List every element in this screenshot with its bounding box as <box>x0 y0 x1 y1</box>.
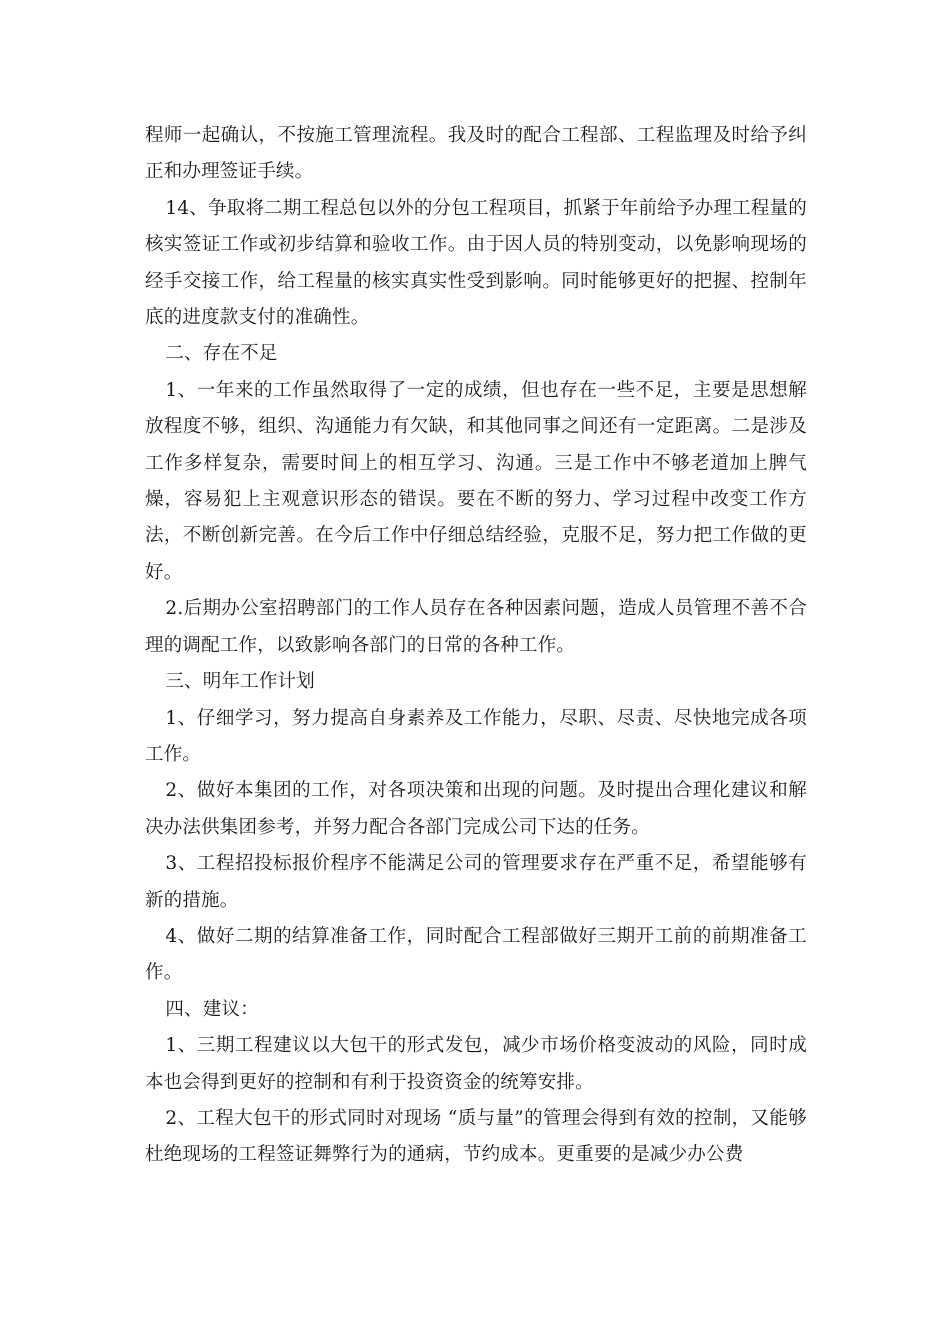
paragraph-shortcoming-2: 2.后期办公室招聘部门的工作人员存在各种因素问题，造成人员管理不善不合理的调配工作，以致影响各部门的日常的各种工作。 <box>145 598 807 656</box>
section-heading-shortcomings: 二、存在不足 <box>165 343 278 365</box>
paragraph-shortcoming-1: 1、一年来的工作虽然取得了一定的成绩，但也存在一些不足，主要是思想解放程度不够，组织、沟通能力有欠缺，和其他同事之间还有一定距离。二是涉及工作多样复杂，需要时间上的相互学习、沟通。三是工作中不够老道加上脾气燥，容易犯上主观意识形态的错误。要在不断的努力、学习过程中改变工作方法，不断创新完善。在今后工作中仔细总结经验，克服不足，努力把工作做的更好。 <box>145 379 807 583</box>
section-heading-suggestions: 四、建议： <box>165 998 259 1020</box>
paragraph-suggestion-1: 1、三期工程建议以大包干的形式发包，减少市场价格变波动的风险，同时成本也会得到更好的控制和有利于投资资金的统筹安排。 <box>145 1035 807 1093</box>
paragraph-continued: 程师一起确认，不按施工管理流程。我及时的配合工程部、工程监理及时给予纠正和办理签证手续。 <box>145 125 807 183</box>
paragraph-plan-4: 4、做好二期的结算准备工作，同时配合工程部做好三期开工前的前期准备工作。 <box>145 925 807 984</box>
section-heading-plan: 三、明年工作计划 <box>165 671 315 693</box>
paragraph-plan-1: 1、仔细学习，努力提高自身素养及工作能力，尽职、尽责、尽快地完成各项工作。 <box>145 707 807 765</box>
paragraph-plan-3: 3、工程招投标报价程序不能满足公司的管理要求存在严重不足，希望能够有新的措施。 <box>145 853 807 911</box>
paragraph-plan-2: 2、做好本集团的工作，对各项决策和出现的问题。及时提出合理化建议和解决办法供集团参考，并努力配合各部门完成公司下达的任务。 <box>145 780 807 838</box>
paragraph-suggestion-2: 2、工程大包干的形式同时对现场 “质与量”的管理会得到有效的控制，又能够杜绝现场的工程签证舞弊行为的通病，节约成本。更重要的是减少办公费 <box>145 1107 807 1166</box>
document-body <box>145 118 807 1174</box>
paragraph-item-14: 14、争取将二期工程总包以外的分包工程项目，抓紧于年前给予办理工程量的核实签证工作或初步结算和验收工作。由于因人员的特别变动，以免影响现场的经手交接工作，给工程量的核实真实性受到影响。同时能够更好的把握、控制年底的进度款支付的准确性。 <box>145 197 807 329</box>
